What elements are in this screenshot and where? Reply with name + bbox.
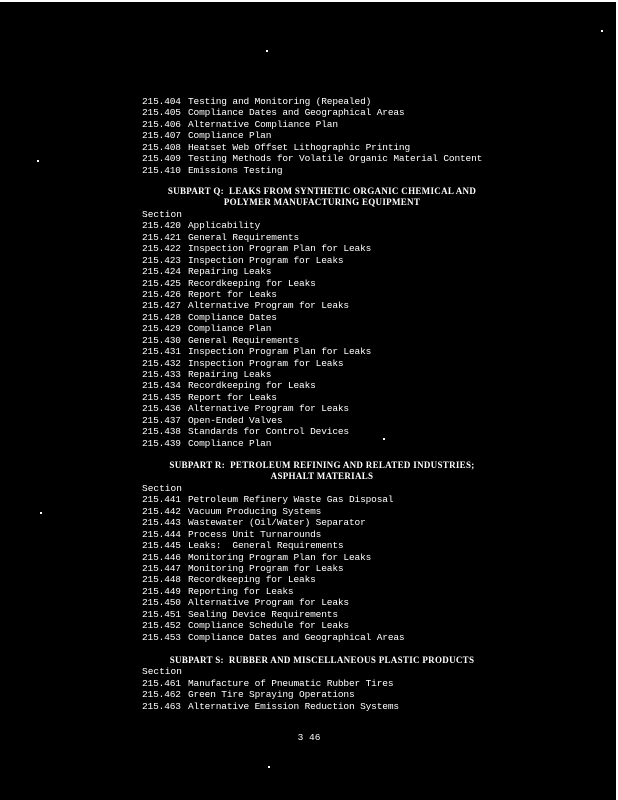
- section-row: 215.423 Inspection Program for Leaks: [142, 254, 344, 266]
- section-row: 215.408 Heatset Web Offset Lithographic Printing: [142, 141, 411, 153]
- section-row: 215.436 Alternative Program for Leaks: [142, 403, 349, 415]
- top-edge-line: [0, 0, 618, 2]
- section-row: 215.434 Recordkeeping for Leaks: [142, 380, 316, 392]
- scan-speck: [268, 766, 270, 768]
- section-row: 215.450 Alternative Program for Leaks: [142, 597, 349, 609]
- section-list-top: [142, 96, 542, 176]
- section-row: 215.427 Alternative Program for Leaks: [142, 300, 349, 312]
- section-row: 215.449 Reporting for Leaks: [142, 585, 294, 597]
- section-row: 215.435 Report for Leaks: [142, 391, 277, 403]
- subpart-r-heading-line1: SUBPART R: PETROLEUM REFINING AND RELATED INDUSTRIES;: [169, 460, 475, 470]
- section-row: 215.439 Compliance Plan: [142, 437, 272, 449]
- section-label: Section: [142, 666, 182, 678]
- section-row: 215.430 General Requirements: [142, 334, 300, 346]
- section-row: 215.462 Green Tire Spraying Operations: [142, 689, 355, 701]
- section-row: 215.429 Compliance Plan: [142, 323, 272, 335]
- subpart-r-heading-line2: ASPHALT MATERIALS: [270, 471, 374, 482]
- subpart-q: [142, 186, 502, 449]
- section-row: 215.410 Emissions Testing: [142, 164, 283, 176]
- page-number: 3 46: [297, 732, 321, 743]
- section-row: 215.444 Process Unit Turnarounds: [142, 528, 322, 540]
- section-row: 215.437 Open-Ended Valves: [142, 414, 283, 426]
- section-row: 215.425 Recordkeeping for Leaks: [142, 277, 316, 289]
- subpart-s: [142, 655, 502, 712]
- section-row: 215.426 Report for Leaks: [142, 288, 277, 300]
- section-row: 215.424 Repairing Leaks: [142, 266, 272, 278]
- section-row: 215.438 Standards for Control Devices: [142, 426, 349, 438]
- section-row: 215.452 Compliance Schedule for Leaks: [142, 620, 349, 632]
- section-row: 215.448 Recordkeeping for Leaks: [142, 574, 316, 586]
- section-row: 215.428 Compliance Dates: [142, 311, 277, 323]
- scan-speck: [601, 30, 603, 32]
- scan-speck: [266, 50, 268, 52]
- section-row: 215.451 Sealing Device Requirements: [142, 608, 338, 620]
- section-label: Section: [142, 208, 182, 220]
- scan-speck: [37, 160, 39, 162]
- subpart-q-heading-line2: POLYMER MANUFACTURING EQUIPMENT: [223, 197, 421, 208]
- section-row: 215.433 Repairing Leaks: [142, 369, 272, 380]
- section-row: 215.406 Alternative Compliance Plan: [142, 118, 338, 130]
- section-row: 215.453 Compliance Dates and Geographical Areas: [142, 631, 405, 643]
- section-row: 215.409 Testing Methods for Volatile Organic Material Content: [142, 153, 483, 165]
- section-row: 215.405 Compliance Dates and Geographical Areas: [142, 107, 405, 119]
- section-row: 215.421 General Requirements: [142, 231, 300, 243]
- subpart-r: [142, 460, 502, 643]
- section-label: Section: [142, 482, 182, 494]
- section-row: 215.404 Testing and Monitoring (Repealed): [142, 96, 372, 107]
- subpart-s-heading-line1: SUBPART S: RUBBER AND MISCELLANEOUS PLASTIC PRODUCTS: [169, 655, 475, 665]
- section-row: 215.422 Inspection Program Plan for Leaks: [142, 243, 372, 255]
- subpart-q-heading-line1: SUBPART Q: LEAKS FROM SYNTHETIC ORGANIC CHEMICAL AND: [167, 186, 477, 196]
- section-row: 215.432 Inspection Program for Leaks: [142, 357, 344, 369]
- section-row: 215.445 Leaks: General Requirements: [142, 540, 344, 552]
- section-row: 215.463 Alternative Emission Reduction Systems: [142, 700, 399, 712]
- scan-speck: [40, 512, 42, 514]
- section-row: 215.443 Wastewater (Oil/Water) Separator: [142, 517, 366, 529]
- section-row: 215.420 Applicability: [142, 220, 261, 232]
- section-row: 215.442 Vacuum Producing Systems: [142, 505, 322, 517]
- section-row: 215.431 Inspection Program Plan for Leaks: [142, 346, 372, 358]
- section-row: 215.461 Manufacture of Pneumatic Rubber Tires: [142, 677, 394, 689]
- section-row: 215.441 Petroleum Refinery Waste Gas Disposal: [142, 494, 394, 506]
- section-row: 215.446 Monitoring Program Plan for Leaks: [142, 551, 372, 563]
- section-row: 215.447 Monitoring Program for Leaks: [142, 562, 344, 574]
- section-row: 215.407 Compliance Plan: [142, 130, 272, 142]
